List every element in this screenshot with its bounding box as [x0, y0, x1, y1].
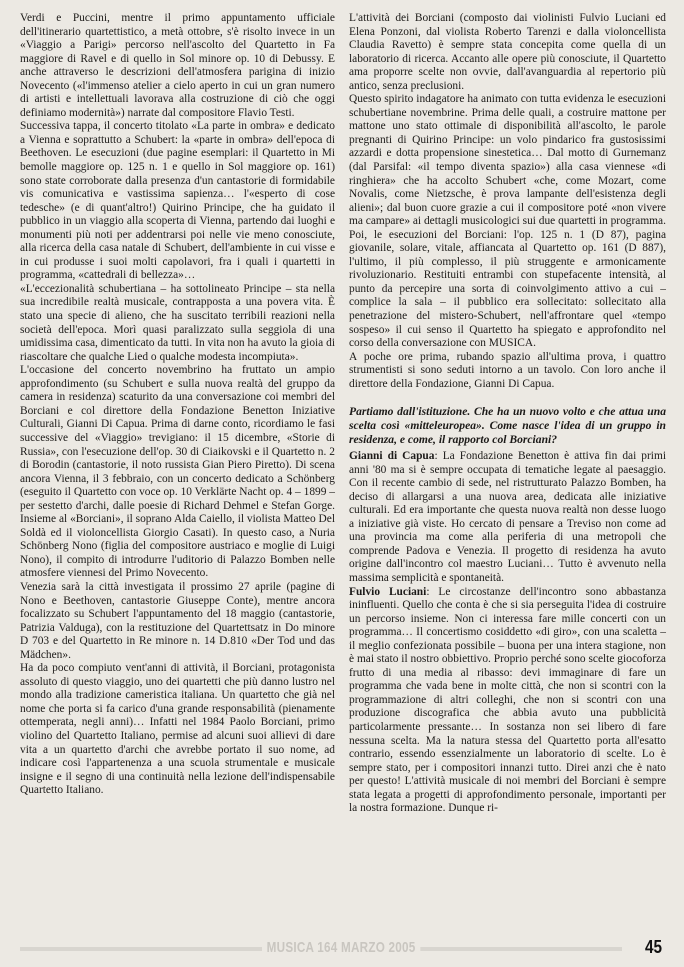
paragraph: Successiva tappa, il concerto titolato «La parte in ombra» e dedicato a Vienna e soprattutto a Schubert: la «parte in ombra» dell'epoca di Beethoven. Le esecuzioni (due pagine esemplari: il Quartetto in Mi bemolle maggiore op. 125 n. 1 e quello in Sol maggiore op. 161) sono state corroborate dalla presenza d'un cantastorie di formidabile vis comunicativa e vastissima sapienza… l'«esperto di cose tedesche» (e di quant'altro!) Quirino Principe, che ha guidato il pubblico in un viaggio alla scoperta di Vienna, partendo dai luoghi e monumenti più noti per addentrarsi poi nelle vie meno conosciute, alla ricerca della casa natale di Schubert, dell'ambiente in cui visse e in cui produsse i suoi molti capolavori, fra i quali i quartetti in programma, «cattedrali di bellezza»…: [20, 120, 335, 282]
interview-answer: [349, 586, 666, 816]
answer-text: : La Fondazione Benetton è attiva fin dai primi anni '80 ma si è sempre occupata di tematiche legate al paesaggio. Con il recente cambio di sede, nel ristrutturato Palazzo Bomben, ha deciso di allargarsi a una nuova area, dedicata alle iniziative culturali. Ed era importante che questa nuova realtà non desse luogo a iniziative già viste. Ho cercato di pensare a Treviso non come ad una provincia ma come alla periferia di una metropoli che comprende Padova e Venezia. Il progetto di residenza ha avuto origine dall'incontro col maestro Luciani… Tutto è avvenuto nella massima semplicità e spontaneità.: [349, 450, 666, 585]
spacer: [349, 391, 666, 405]
paragraph: Questo spirito indagatore ha animato con tutta evidenza le esecuzioni schubertiane novembrine. Prima delle quali, a costruire mattone per mattone uno stato ottimale di disponibilità all'ascolto, le parole pregnanti di Quirino Principe: un volo pindarico fra gustosissimi azzardi e dotta propensione sinestetica… Dal motto di Gurnemanz (dal Parsifal: «il tempo diventa spazio») alla casa viennese «di ringhiera» che ha accolto Schubert «che, come Mozart, come Novalis, come Nietzsche, è prova lampante dell'esistenza degli alieni»; dal buon cuore grazie a cui il compositore poté «non vivere ma campare» ai dettagli musicologici sui due quartetti in programma.: [349, 93, 666, 228]
paragraph: A poche ore prima, rubando spazio all'ultima prova, i quattro strumentisti si sono seduti intorno a un tavolo. Con loro anche il direttore della Fondazione, Gianni Di Capua.: [349, 350, 666, 390]
interview-question: Partiamo dall'istituzione. Che ha un nuovo volto e che attua una scelta così «mitteleuropea». Come nasce l'idea di un gruppo in residenza, e come, il rapporto col Borciani?: [349, 405, 666, 446]
speaker-name: Gianni di Capua: [349, 450, 435, 463]
right-column: [349, 12, 666, 816]
paragraph: L'occasione del concerto novembrino ha fruttato un ampio approfondimento (su Schubert e sulla nuova realtà del gruppo da camera in residenza) scaturito da una conversazione coi membri del Borciani e col direttore della Fondazione Benetton Iniziative Culturali, Gianni Di Capua. Prima di darne conto, ricordiamo le fasi successive del «Viaggio» trevigiano: il 15 dicembre, «Storie di Russia», con l'esecuzione dell'op. 30 di Ciaikovski e il Quartetto n. 2 di Borodin (cantastorie, il noto russista Gian Piero Piretto). Di scena ancora Vienna, il 3 febbraio, con un concerto dedicato a Schönberg (eseguito il Quartetto con voce op. 10 Verklärte Nacht op. 4 – 1899 – per sestetto d'archi, dalle poesie di Richard Dehmel e Stefan Gorge. Insieme al «Borciani», il soprano Alda Caiello, il violista Matteo Del Soldà ed il violoncellista Giorgio Casati). In questo caso, a Nuria Schönberg Nono (figlia del compositore austriaco e moglie di Luigi Nono), il compito di introdurre l'uditorio di Palazzo Bomben nelle atmosfere viennesi del Primo Novecento.: [20, 364, 335, 580]
footer-magazine-title: MUSICA 164 MARZO 2005: [262, 939, 420, 956]
paragraph: Poi, le esecuzioni del Borciani: l'op. 125 n. 1 (D 87), pagina giovanile, solare, vitale, affiancata al Quartetto op. 161 (D 887), l'ultimo, il più complesso, il più struggente e armonicamente rivoluzionario. Restituiti entrambi con stupefacente intensità, al punto da percepire una sorta di coinvolgimento attivo a cui – complice la sala – il pubblico era sollecitato: sollecitato alla penetrazione del mistero-Schubert, nell'affrontare quel «tempo sospeso» il cui senso il Quartetto ha spiegato e approfondito nel corso della conversazione con MUSICA.: [349, 228, 666, 350]
paragraph: Venezia sarà la città investigata il prossimo 27 aprile (pagine di Nono e Beethoven, cantastorie Giuseppe Conte), mentre ancora focalizzato su Schubert l'appuntamento del 18 maggio (cantastorie, Patrizia Valduga), con la restituzione del Quartettsatz in Do minore D 703 e del Quartetto in Re minore n. 14 D.810 «Der Tod und das Mädchen».: [20, 580, 335, 661]
speaker-name: Fulvio Luciani: [349, 585, 427, 598]
paragraph: L'attività dei Borciani (composto dai violinisti Fulvio Luciani ed Elena Ponzoni, dal violista Roberto Tarenzi e dalla violoncellista Claudia Ravetto) è sempre stata concepita come quella di un laboratorio di ricerca. Accanto alle opere più conosciute, il Quartetto ama proporre scelte non ovvie, dall'avanguardia al repertorio più antico, senza preclusioni.: [349, 12, 666, 92]
left-column: [20, 12, 335, 798]
paragraph: «L'eccezionalità schubertiana – ha sottolineato Principe – sta nella sua incredibile realtà musicale, contrapposta a una povera vita. È stato una specie di alieno, che ha suscitato terribili reazioni nella società dell'epoca. Morì quasi paralizzato sulla seggiola di una umidissima casa, dimenticato da tutti. In vita non ha avuto la gioia di riascoltare che qualche Lied o qualche modesta incompiuta».: [20, 282, 335, 363]
page-number: 45: [644, 937, 662, 957]
paragraph: Verdi e Puccini, mentre il primo appuntamento ufficiale dell'itinerario quartettistico, a metà ottobre, s'è risolto invece in un «Viaggio a Parigi» percorso nell'ascolto del Quartetto in Fa maggiore di Ravel e di quello in Sol minore op. 10 di Debussy. E anche attraverso le descrizioni dell'atmosfera parigina di inizio Novecento («l'immenso atelier a cielo aperto in cui un gran numero di artisti e intellettuali lavorava alla costruzione di ciò che oggi definiamo modernità») narrate dal compositore Flavio Testi.: [20, 12, 335, 119]
page-footer: [0, 936, 684, 960]
paragraph: Ha da poco compiuto vent'anni di attività, il Borciani, protagonista assoluto di questo viaggio, uno dei quartetti che più danno lustro nel mondo alla tradizione cameristica italiana. Un quartetto che già nel nome che porta si fa carico d'una grande responsabilità (pienamente ottemperata, negli anni)… Infatti nel 1984 Paolo Borciani, primo violino del Quartetto Italiano, permise ad alcuni suoi allievi di dare vita a un quartetto d'archi che avrebbe portato il suo nome, ad indicare così l'appartenenza a una scuola strumentale e musicale insigne e il segno di una continuità nella lezione dell'indispensabile Quartetto Italiano.: [20, 662, 335, 797]
answer-text: : Le circostanze dell'incontro sono abbastanza ininfluenti. Quello che conta è che si sia perseguita l'idea di costruire un percorso insieme. Non ci interessa fare mille concerti con un programma… Il concertismo cosiddetto «di giro», con una scaletta – il meglio confezionata possibile – buona per una intera stagione, non è mai stato il nostro obbiettivo. Proprio perché sono scelte giocoforza frutto di una media al ribasso: devi immaginare di fare un programma che vada bene in molte città, che non si scontri con la programmazione di altri colleghi, che non si scontri con una produzione discografica che abbia avuto una pubblicità particolarmente pressante… In sostanza non sei libero di fare nessuna scelta. Ma la natura stessa del Quartetto porta all'esatto contrario, essendo essenzialmente un laboratorio di scelte. Lo è sempre stato, per i compositori innanzi tutto. Direi anzi che è nato per questo! L'attività musicale di noi membri del Borciani è sempre stata legata a progetti di approfondimento personale, importanti per la nostra formazione. Dunque ri-: [349, 585, 666, 815]
interview-answer: [349, 450, 666, 585]
